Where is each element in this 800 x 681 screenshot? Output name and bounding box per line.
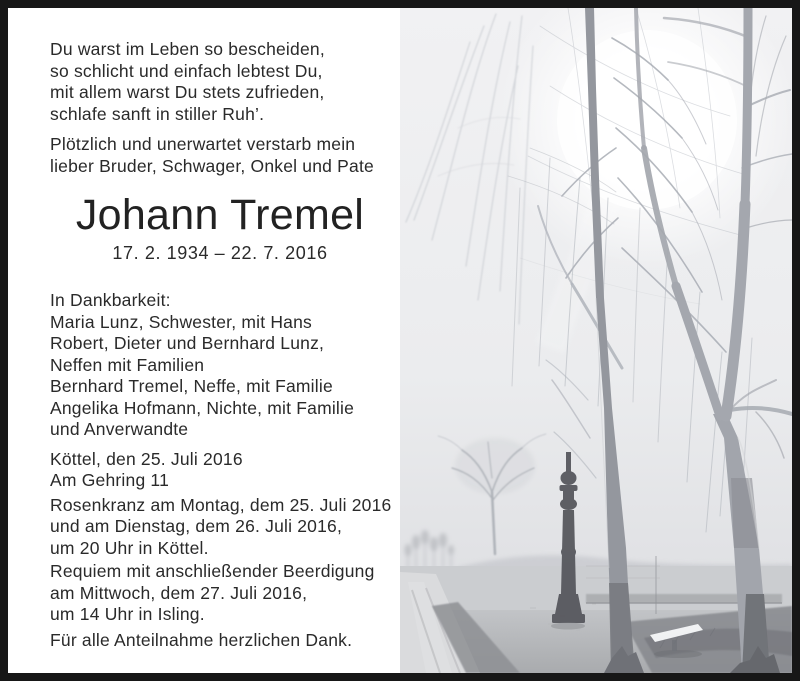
- life-dates: 17. 2. 1934 – 22. 7. 2016: [112, 243, 328, 263]
- rosary-line-3: um 20 Uhr in Köttel.: [50, 537, 209, 558]
- mourner-line-5: Angelika Hofmann, Nichte, mit Familie: [50, 397, 355, 418]
- address-line: Am Gehring 11: [50, 470, 169, 490]
- rosary-line-2: und am Dienstag, dem 26. Juli 2016,: [50, 516, 343, 536]
- ground: [400, 566, 792, 673]
- mourner-line-1: Maria Lunz, Schwester, mit Hans: [50, 311, 312, 332]
- death-announcement: [50, 134, 390, 177]
- mourner-line-3: Neffen mit Familien: [50, 354, 205, 375]
- poem-line-1: Du warst im Leben so bescheiden,: [50, 39, 325, 59]
- place-and-address: [50, 449, 390, 492]
- obituary-text-column: [8, 8, 400, 673]
- memorial-poem: [50, 39, 390, 125]
- memorial-photo: [400, 8, 792, 673]
- intro-line-1: Plötzlich und unerwartet verstarb mein: [50, 134, 356, 154]
- intro-line-2: lieber Bruder, Schwager, Onkel und Pate: [50, 155, 374, 176]
- requiem-info: [50, 561, 390, 626]
- thanks-line: Für alle Anteilnahme herzlichen Dank.: [50, 629, 353, 650]
- requiem-line-1: Requiem mit anschließender Beerdigung: [50, 561, 375, 581]
- mourner-line-6: und Anverwandte: [50, 419, 189, 439]
- rosary-line-1: Rosenkranz am Montag, dem 25. Juli 2016: [50, 494, 392, 515]
- poem-line-2: so schlicht und einfach lebtest Du,: [50, 60, 323, 81]
- memorial-photo-illustration: [400, 8, 792, 673]
- gratitude-heading: In Dankbarkeit:: [50, 290, 171, 310]
- deceased-name: Johann Tremel: [75, 191, 365, 239]
- mourner-line-2: Robert, Dieter und Bernhard Lunz,: [50, 333, 325, 353]
- poem-line-4: schlafe sanft in stiller Ruh’.: [50, 103, 265, 124]
- requiem-line-3: um 14 Uhr in Isling.: [50, 604, 205, 624]
- place-date-line: Köttel, den 25. Juli 2016: [50, 448, 243, 469]
- mourners-list: [50, 290, 390, 441]
- rosary-info: [50, 495, 390, 560]
- poem-line-3: mit allem warst Du stets zufrieden,: [50, 82, 325, 102]
- mourner-line-4: Bernhard Tremel, Neffe, mit Familie: [50, 376, 333, 396]
- requiem-line-2: am Mittwoch, dem 27. Juli 2016,: [50, 582, 308, 603]
